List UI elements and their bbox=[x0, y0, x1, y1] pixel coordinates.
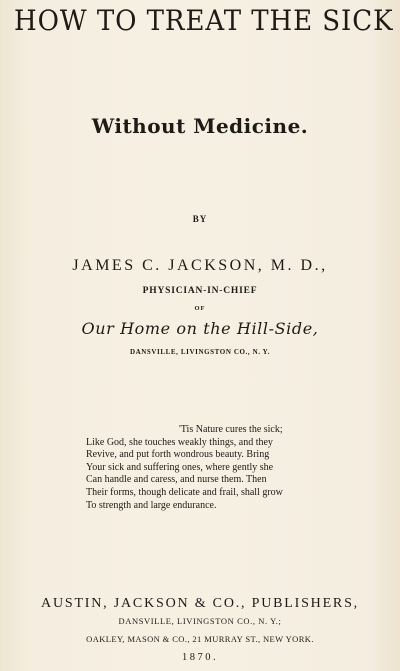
verse-line: Your sick and suffering ones, where gently she bbox=[86, 461, 274, 473]
publication-year: 1870. bbox=[181, 652, 219, 663]
publisher-name: AUSTIN, JACKSON & CO., PUBLISHERS, bbox=[41, 596, 359, 611]
author-role: PHYSICIAN-IN-CHIEF bbox=[142, 286, 258, 296]
epigraph-verse bbox=[86, 424, 346, 512]
verse-line: Revive, and put forth wondrous beauty. Bring bbox=[86, 449, 270, 461]
verse-line: Their forms, though delicate and frail, shall grow bbox=[86, 486, 283, 498]
verse-line: To strength and large endurance. bbox=[86, 499, 217, 511]
verse-line: 'Tis Nature cures the sick; bbox=[179, 424, 283, 435]
institution-location: DANSVILLE, LIVINGSTON CO., N. Y. bbox=[129, 348, 271, 356]
verse-line: Like God, she touches weakly things, and they bbox=[86, 436, 273, 448]
book-title: HOW TO TREAT THE SICK bbox=[14, 4, 394, 37]
institution-name: Our Home on the Hill-Side, bbox=[81, 319, 319, 338]
publisher-agent: OAKLEY, MASON & CO., 21 MURRAY ST., NEW YORK. bbox=[86, 634, 314, 644]
by-line: BY bbox=[192, 214, 208, 224]
publisher-location: DANSVILLE, LIVINGSTON CO., N. Y.; bbox=[118, 616, 282, 626]
book-subtitle: Without Medicine. bbox=[91, 114, 309, 138]
of-line: OF bbox=[194, 305, 206, 312]
author-name: JAMES C. JACKSON, M. D., bbox=[72, 257, 328, 274]
verse-line: Can handle and caress, and nurse them. Then bbox=[86, 474, 267, 486]
